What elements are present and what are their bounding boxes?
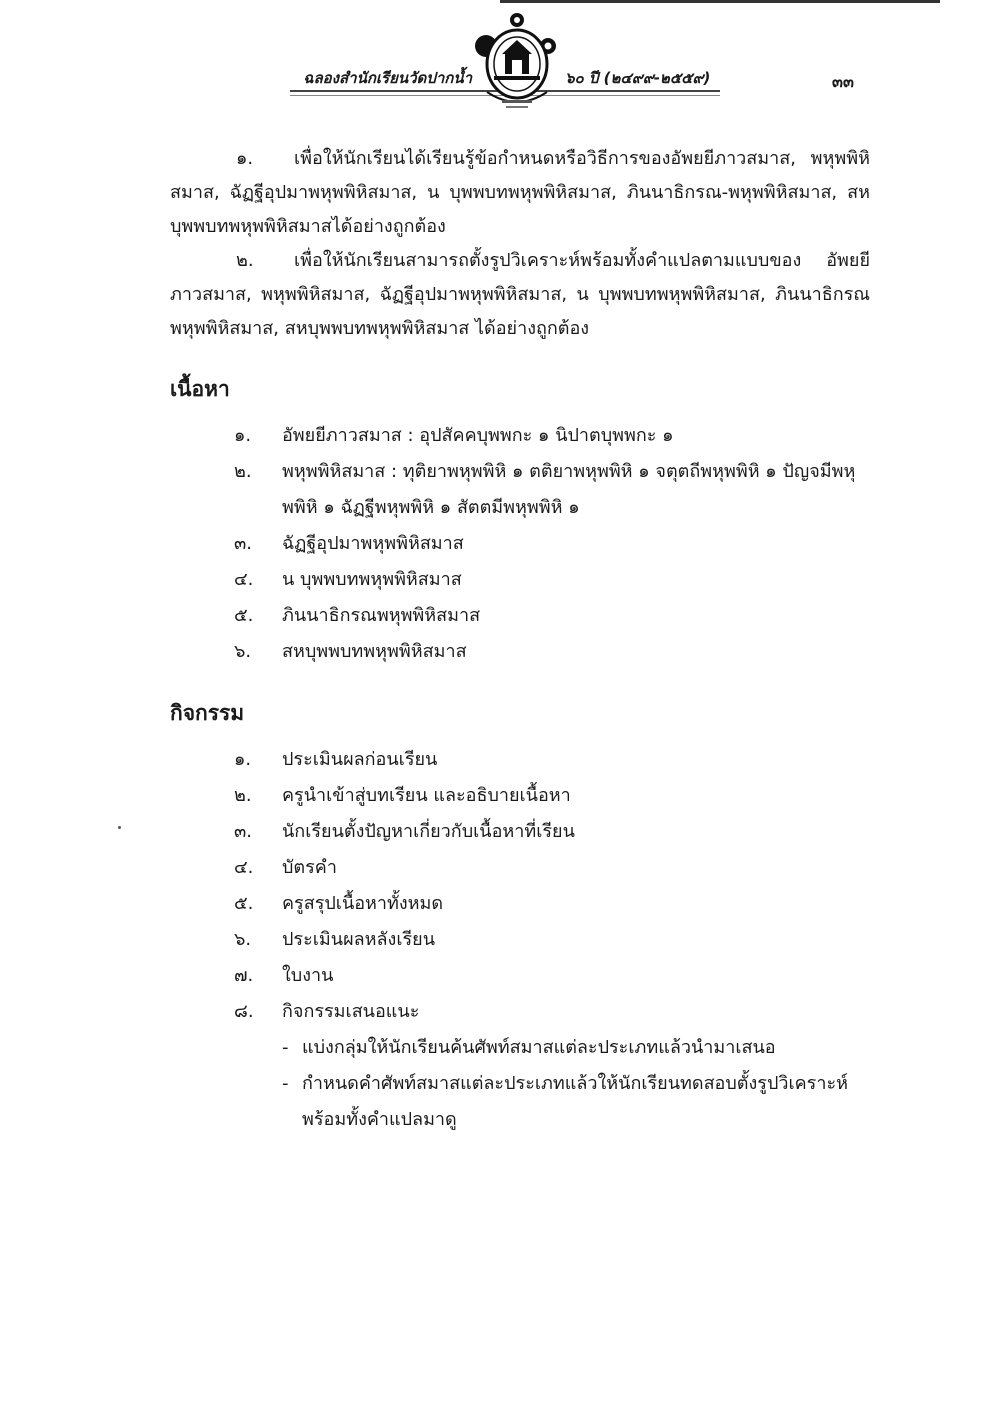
item-number: ๑. [234, 425, 252, 446]
list-item [170, 526, 870, 562]
item-number: ๕. [234, 893, 254, 914]
sub-list-item [170, 1030, 870, 1066]
list-item [170, 598, 870, 634]
content-list [170, 418, 870, 670]
item-number: ๑. [234, 749, 252, 770]
header-left-title: ฉลองสำนักเรียนวัดปากน้ำ [303, 69, 472, 87]
activities-section-title: กิจกรรม [170, 701, 245, 725]
list-item [170, 922, 870, 958]
item-text: สหบุพพบทพหุพพิหิสมาส [282, 641, 467, 662]
list-item [170, 994, 870, 1030]
objective-1 [170, 142, 870, 244]
header-right-title: ๖๐ ปี (๒๔๙๙-๒๕๕๙) [565, 69, 711, 87]
objective-number: ๑. [236, 148, 254, 169]
item-text: นักเรียนตั้งปัญหาเกี่ยวกับเนื้อหาที่เรียน [282, 821, 575, 842]
activities-list [170, 742, 870, 1030]
list-item [170, 958, 870, 994]
item-number: ๔. [234, 569, 254, 590]
item-text: กิจกรรมเสนอแนะ [282, 1001, 420, 1022]
sub-list-item [170, 1066, 870, 1138]
list-item [170, 742, 870, 778]
item-text: บัตรคำ [282, 857, 337, 878]
dash-bullet: - [282, 1073, 289, 1094]
dash-bullet: - [282, 1037, 289, 1058]
objective-2 [170, 244, 870, 346]
item-number: ๒. [234, 461, 252, 482]
list-item [170, 778, 870, 814]
item-number: ๖. [234, 929, 252, 950]
item-text: ครูสรุปเนื้อหาทั้งหมด [282, 893, 444, 914]
list-item [170, 562, 870, 598]
item-number: ๓. [234, 533, 253, 554]
item-number: ๕. [234, 605, 254, 626]
objective-text: เพื่อให้นักเรียนสามารถตั้งรูปวิเคราะห์พร้อมทั้งคำแปลตามแบบของ อัพยยีภาวสมาส, พหุพพิหิสมาส, ฉัฏฐีอุปมาพหุพพิหิสมาส, น บุพพบทพหุพพิหิสมาส, ภินนาธิกรณพหุพพิหิสมาส, สหบุพพบทพหุพพิหิสมาส ได้อย่างถูกต้อง [170, 250, 870, 339]
item-text: น บุพพบทพหุพพิหิสมาส [282, 569, 462, 590]
item-text: ประเมินผลก่อนเรียน [282, 749, 438, 770]
list-item [170, 886, 870, 922]
sub-item-text: กำหนดคำศัพท์สมาสแต่ละประเภทแล้วให้นักเรียนทดสอบตั้งรูปวิเคราะห์ พร้อมทั้งคำแปลมาดู [302, 1073, 848, 1130]
list-item [170, 418, 870, 454]
item-text: ภินนาธิกรณพหุพพิหิสมาส [282, 605, 481, 626]
suggested-activities-list [170, 1030, 870, 1138]
item-text: ฉัฏฐีอุปมาพหุพพิหิสมาส [282, 533, 464, 554]
item-text: พหุพพิหิสมาส : ทุติยาพหุพพิหิ ๑ ตติยาพหุพพิหิ ๑ จตุตถีพหุพพิหิ ๑ ปัญจมีพหุพพิหิ ๑ ฉัฏฐีพหุพพิหิ ๑ สัตตมีพหุพพิหิ ๑ [282, 461, 856, 518]
item-number: ๔. [234, 857, 254, 878]
item-number: ๒. [234, 785, 252, 806]
content-section-title: เนื้อหา [170, 377, 230, 401]
objective-text: เพื่อให้นักเรียนได้เรียนรู้ข้อกำหนดหรือวิธีการของอัพยยีภาวสมาส, พหุพพิหิสมาส, ฉัฏฐีอุปมาพหุพพิหิสมาส, น บุพพบทพหุพพิหิสมาส, ภินนาธิกรณ-พหุพพิหิสมาส, สหบุพพบทพหุพพิหิสมาสได้อย่างถูกต้อง [170, 148, 870, 237]
list-item [170, 634, 870, 670]
item-text: ใบงาน [282, 965, 334, 986]
item-number: ๘. [234, 1001, 254, 1022]
item-number: ๖. [234, 641, 252, 662]
objective-number: ๒. [236, 250, 254, 271]
stray-mark [118, 826, 121, 829]
page-number: ๓๓ [832, 72, 854, 91]
item-text: ครูนำเข้าสู่บทเรียน และอธิบายเนื้อหา [282, 785, 571, 806]
temple-seal-icon [472, 12, 562, 116]
item-text: ประเมินผลหลังเรียน [282, 929, 436, 950]
item-number: ๗. [234, 965, 254, 986]
list-item [170, 850, 870, 886]
list-item [170, 454, 870, 526]
list-item [170, 814, 870, 850]
item-number: ๓. [234, 821, 253, 842]
item-text: อัพยยีภาวสมาส : อุปสัคคบุพพกะ ๑ นิปาตบุพพกะ ๑ [282, 425, 674, 446]
sub-item-text: แบ่งกลุ่มให้นักเรียนค้นศัพท์สมาสแต่ละประเภทแล้วนำมาเสนอ [302, 1037, 776, 1058]
page-content [170, 142, 870, 1138]
top-border-line [500, 0, 940, 3]
